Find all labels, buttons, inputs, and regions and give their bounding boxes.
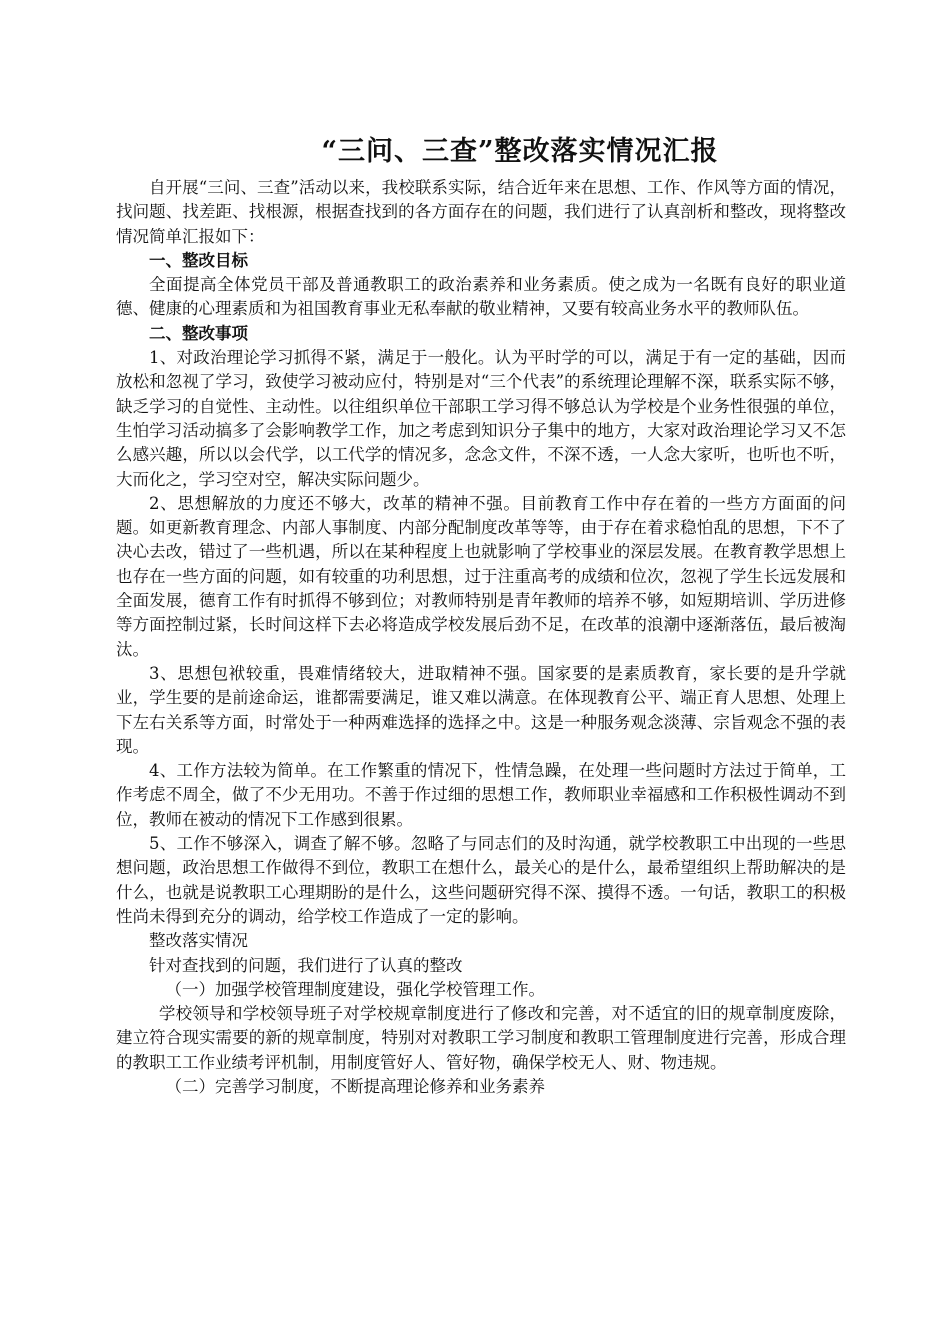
section-heading-goal: 一、整改目标 xyxy=(149,250,248,270)
item-paragraph-4: 4、工作方法较为简单。在工作繁重的情况下，性情急躁，在处理一些问题时方法过于简单，工作考虑不周全，做了不少无用功。不善于作过细的思想工作，教师职业幸福感和工作积极性调动不到位，教师在被动的情况下工作感到很累。 xyxy=(116,761,846,829)
item-paragraph-2: 2、思想解放的力度还不够大，改革的精神不强。目前教育工作中存在着的一些方方面面的问题。如更新教育理念、内部人事制度、内部分配制度改革等等，由于存在着求稳怕乱的思想，下不了决心去改，错过了一些机遇，所以在某种程度上也就影响了学校事业的深层发展。在教育教学思想上也存在一些方面的问题，如有较重的功利思想，过于注重高考的成绩和位次，忽视了学生长远发展和全面发展，德育工作有时抓得不够到位；对教师特别是青年教师的培养不够，如短期培训、学历进修等方面控制过紧，长时间这样下去必将造成学校发展后劲不足，在改革的浪潮中逐渐落伍，最后被淘汰。 xyxy=(116,493,846,659)
document-title: “三问、三查”整改落实情况汇报 xyxy=(321,136,719,167)
subheading-1-body: 学校领导和学校领导班子对学校规章制度进行了修改和完善，对不适宜的旧的规章制度废除，建立符合现实需要的新的规章制度，特别对对教职工学习制度和教职工管理制度进行完善，形成合理的教职工工作业绩考评机制，用制度管好人、管好物，确保学校无人、财、物违规。 xyxy=(116,1004,846,1072)
item-paragraph-5: 5、工作不够深入，调查了解不够。忽略了与同志们的及时沟通，就学校教职工中出现的一些思想问题，政治思想工作做得不到位，教职工在想什么，最关心的是什么，最希望组织上帮助解决的是什么，也就是说教职工心理期盼的是什么，这些问题研究得不深、摸得不透。一句话，教职工的积极性尚未得到充分的调动，给学校工作造成了一定的影响。 xyxy=(116,834,846,926)
lead-paragraph: 针对查找到的问题，我们进行了认真的整改 xyxy=(149,955,463,975)
section-heading-items: 二、整改事项 xyxy=(149,323,248,343)
section-heading-implementation: 整改落实情况 xyxy=(149,931,248,951)
intro-paragraph: 自开展“三问、三查”活动以来，我校联系实际，结合近年来在思想、工作、作风等方面的情况，找问题、找差距、找根源，根据查找到的各方面存在的问题，我们进行了认真剖析和整改，现将整改情况简单汇报如下： xyxy=(116,178,846,246)
goal-paragraph: 全面提高全体党员干部及普通教职工的政治素养和业务素质。使之成为一名既有良好的职业道德、健康的心理素质和为祖国教育事业无私奉献的敬业精神，又要有较高业务水平的教师队伍。 xyxy=(116,275,846,319)
item-paragraph-3: 3、思想包袱较重，畏难情绪较大，进取精神不强。国家要的是素质教育，家长要的是升学就业，学生要的是前途命运，谁都需要满足，谁又难以满意。在体现教育公平、端正育人思想、处理上下左右关系等方面，时常处于一种两难选择的选择之中。这是一种服务观念淡薄、宗旨观念不强的表现。 xyxy=(116,663,846,756)
item-paragraph-1: 1、对政治理论学习抓得不紧，满足于一般化。认为平时学的可以，满足于有一定的基础，因而放松和忽视了学习，致使学习被动应付，特别是对“三个代表”的系统理论理解不深，联系实际不够，缺乏学习的自觉性、主动性。以往组织单位干部职工学习得不够总认为学校是个业务性很强的单位，生怕学习活动搞多了会影响教学工作，加之考虑到知识分子集中的地方，大家对政治理论学习又不怎么感兴趣，所以以会代学，以工代学的情况多，念念文件，不深不透，一人念大家听，也听也不听，大而化之，学习空对空，解决实际问题少。 xyxy=(116,348,846,489)
document-body xyxy=(116,176,846,1099)
subheading-2: （二）完善学习制度，不断提高理论修养和业务素养 xyxy=(165,1076,545,1096)
subheading-1: （一）加强学校管理制度建设，强化学校管理工作。 xyxy=(165,979,545,999)
